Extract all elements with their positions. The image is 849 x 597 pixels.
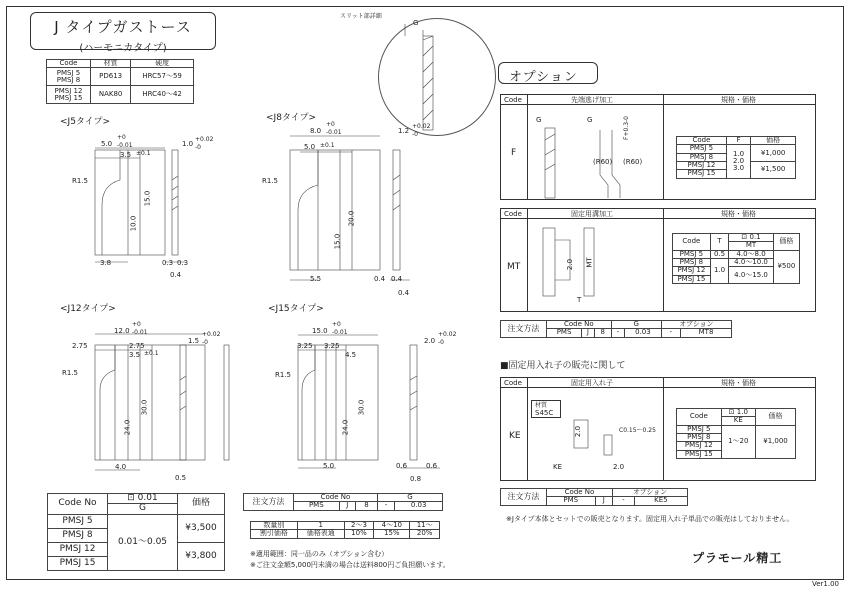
g-range: 0.01～0.05 xyxy=(108,514,178,570)
mt-dim-t: T xyxy=(577,296,582,304)
j8-tol: -0.01 xyxy=(326,129,342,136)
price-code: PMSJ 15 xyxy=(48,556,108,570)
col-tolerance: ⊡ 0.01 xyxy=(108,494,178,504)
material-code: PMSJ 12 PMSJ 15 xyxy=(47,86,91,104)
page-subtitle: (ハーモニカタイプ) xyxy=(79,43,167,54)
j15-dim-total-gap: 0.8 xyxy=(410,475,422,483)
option-mt-table: Code T ⊡ 0.1 価格 MT PMSJ 5 0.5 4.0～8.0 ¥500 PMSJ 8 1.0 4.0～10.0 PMSJ 12 4.0～15.0 PMSJ 15 xyxy=(672,233,800,284)
version-label: Ver1.00 xyxy=(812,580,840,588)
j12-dim-thickness: 1.5 xyxy=(188,337,200,345)
slit-detail-circle xyxy=(378,18,496,136)
title-box xyxy=(30,12,216,54)
order-value: 8 xyxy=(356,502,378,510)
j5-tol: -0.01 xyxy=(117,142,133,149)
j12-dim-width: 12.0 xyxy=(114,327,130,335)
j5-dim-width: 5.0 xyxy=(101,140,113,148)
price-value: ¥3,800 xyxy=(178,542,225,570)
col-code: Code xyxy=(504,96,522,104)
j15-dim-width: 15.0 xyxy=(312,327,328,335)
j15-dim-radius: R1.5 xyxy=(275,371,291,379)
j5-dim-height: 15.0 xyxy=(143,190,152,207)
j15-dim-gap: 0.6 xyxy=(426,462,438,470)
j15-dim-pitch: 4.5 xyxy=(345,351,357,359)
j8-tol: +0.02 xyxy=(412,123,431,130)
order-value: 0.03 xyxy=(395,502,443,510)
ke-section-title: ■固定用入れ子の販売に関して xyxy=(500,361,626,371)
j5-dim-bottom: 3.8 xyxy=(100,259,112,267)
j12-dim-edge: 2.75 xyxy=(129,342,145,350)
j8-dim-bottom: 5.5 xyxy=(310,275,322,283)
col-price: 価格 xyxy=(178,494,225,515)
j8-type-label: <J8タイプ> xyxy=(266,113,317,123)
discount-rate: 10% xyxy=(344,530,374,538)
j5-tol: +0.02 xyxy=(195,136,214,143)
ke-note: ※Jタイプ本体とセットでの販売となります。固定用入れ子単品での販売はしておりません。 xyxy=(506,515,794,523)
j5-tol: ±0.1 xyxy=(136,150,151,157)
j12-tol: -0 xyxy=(202,339,208,346)
j8-dim-slit-depth: 15.0 xyxy=(333,233,342,250)
j5-dim-pitch: 3.5 xyxy=(120,151,132,159)
material-name: PD613 xyxy=(91,68,131,86)
col-material: 材質 xyxy=(91,60,131,68)
j12-dim-radius: R1.5 xyxy=(62,369,78,377)
note-scope: ※適用範囲：同一品のみ（オプション含む） xyxy=(250,550,389,558)
j15-type-label: <J15タイプ> xyxy=(268,304,324,314)
col-groove: 固定用溝加工 xyxy=(571,210,613,218)
option-ke-table: Code ⊡ 1.0 価格 KE PMSJ 5 1～20 ¥1,000 PMSJ 8 PMSJ 12 PMSJ 15 xyxy=(676,408,796,459)
ke-dim: 2.0 xyxy=(574,425,583,438)
order-col-g: G xyxy=(377,494,442,502)
col-code: Code xyxy=(47,60,91,68)
price-code: PMSJ 8 xyxy=(48,528,108,542)
j8-dim-gap: 0.4 xyxy=(391,275,403,283)
hardness-value: HRC40～42 xyxy=(131,86,194,104)
order-value: - xyxy=(377,502,394,510)
col-spec-price: 規格・価格 xyxy=(721,379,756,387)
j12-tol: -0.01 xyxy=(132,329,148,336)
j15-tol: -0 xyxy=(438,339,444,346)
j15-dim-thickness: 2.0 xyxy=(424,337,436,345)
option-order-table: 注文方法 Code No G オプション PMS J 8 - 0.03 - MT8 xyxy=(500,320,732,338)
j12-tol: +0 xyxy=(132,321,141,328)
col-spec-price: 規格・価格 xyxy=(721,96,756,104)
discount-qty: 1 xyxy=(297,522,344,530)
j15-dim-height: 30.0 xyxy=(357,399,366,416)
j5-type-label: <J5タイプ> xyxy=(60,117,111,127)
ke-material-box: 材質 S45C xyxy=(531,400,561,418)
order-label: 注文方法 xyxy=(244,494,294,511)
discount-table xyxy=(250,521,440,539)
j8-dim-gap: 0.4 xyxy=(374,275,386,283)
col-spec-price: 規格・価格 xyxy=(721,210,756,218)
mt-dim: 2.0 xyxy=(566,258,575,271)
j15-dim-edge: 3.25 xyxy=(324,342,340,350)
j5-dim-thickness: 1.0 xyxy=(182,140,194,148)
j8-tol: -0 xyxy=(412,131,418,138)
f-g-label: G xyxy=(587,116,593,124)
j5-dim-total-gap: 0.4 xyxy=(170,271,182,279)
j12-dim-pitch: 3.5 xyxy=(129,351,141,359)
f-radius: (R60) xyxy=(623,158,643,166)
col-code: Code xyxy=(504,210,522,218)
f-dim: F+0.3-0 xyxy=(623,115,631,141)
ke-chamfer: C0.15～0.25 xyxy=(619,427,656,434)
option-f-table: Code F 価格 PMSJ 5 1.0 2.0 3.0 ¥1,000 PMSJ 8 PMSJ 12 ¥1,500 PMSJ 15 xyxy=(676,136,796,179)
j15-dim-gap: 0.6 xyxy=(396,462,408,470)
slit-detail-label: スリット部詳細 xyxy=(340,13,382,20)
j5-dim-slit-depth: 10.0 xyxy=(129,215,138,232)
j8-dim-height: 20.0 xyxy=(347,210,356,227)
f-g-label: G xyxy=(536,116,542,124)
discount-rate: 15% xyxy=(374,530,410,538)
order-value: PMS xyxy=(294,502,340,510)
j12-tol: ±0.1 xyxy=(144,350,159,357)
col-g: G xyxy=(108,504,178,514)
discount-rate: 20% xyxy=(410,530,440,538)
j8-tol: ±0.1 xyxy=(320,142,335,149)
material-table xyxy=(46,59,194,104)
f-radius: (R60) xyxy=(593,158,613,166)
j12-dim-height: 30.0 xyxy=(140,399,149,416)
option-code-f: F xyxy=(511,148,517,158)
j15-dim-slit-depth: 24.0 xyxy=(341,419,350,436)
j15-tol: +0.02 xyxy=(438,331,457,338)
j12-dim-slit-depth: 24.0 xyxy=(123,419,132,436)
ke-order-table: 注文方法 Code No オプション PMS J - KE5 xyxy=(500,488,688,506)
col-tip-relief: 先端逃げ加工 xyxy=(571,96,613,104)
slit-g-label: G xyxy=(413,19,419,27)
order-col-code: Code No xyxy=(294,494,378,502)
j15-dim-bottom: 5.0 xyxy=(323,462,335,470)
col-code-no: Code No xyxy=(48,494,108,515)
j8-dim-width: 8.0 xyxy=(310,127,322,135)
j15-dim-edge: 3.25 xyxy=(297,342,313,350)
discount-qty: 11～ xyxy=(410,522,440,530)
j8-dim-radius: R1.5 xyxy=(262,177,278,185)
price-table xyxy=(47,493,225,571)
options-title: オプション xyxy=(498,62,598,84)
price-code: PMSJ 12 xyxy=(48,542,108,556)
discount-label: 数量別 xyxy=(251,522,298,530)
material-code: PMSJ 5 PMSJ 8 xyxy=(47,68,91,86)
j12-type-label: <J12タイプ> xyxy=(60,304,116,314)
col-code: Code xyxy=(504,379,522,387)
j8-tol: +0 xyxy=(326,121,335,128)
j5-tol: -0 xyxy=(195,144,201,151)
j5-dim-radius: R1.5 xyxy=(72,177,88,185)
material-name: NAK80 xyxy=(91,86,131,104)
j8-dim-thickness: 1.2 xyxy=(398,127,410,135)
ke-dim-ke: KE xyxy=(553,463,563,471)
discount-label: 割引価格 xyxy=(251,530,298,538)
option-code-ke: KE xyxy=(509,431,521,441)
price-code: PMSJ 5 xyxy=(48,514,108,528)
j8-dim-pitch: 5.0 xyxy=(304,143,316,151)
j8-dim-total-gap: 0.4 xyxy=(398,289,410,297)
j5-dim-gap: 0.3 xyxy=(177,259,189,267)
hardness-value: HRC57～59 xyxy=(131,68,194,86)
note-shipping: ※ご注文金額5,000円未満の場合は送料800円ご負担願います。 xyxy=(250,561,450,569)
j12-dim-bottom: 4.0 xyxy=(115,463,127,471)
mt-dim: MT xyxy=(585,257,594,268)
price-value: ¥3,500 xyxy=(178,514,225,542)
j12-dim-gap: 0.5 xyxy=(175,474,187,482)
j12-tol: +0.02 xyxy=(202,331,221,338)
discount-qty: 2～3 xyxy=(344,522,374,530)
discount-qty: 4～10 xyxy=(374,522,410,530)
col-insert: 固定用入れ子 xyxy=(571,379,613,387)
j15-tol: +0 xyxy=(332,321,341,328)
page-title: J タイプガストース xyxy=(54,18,192,36)
discount-rate: 価格表通 xyxy=(297,530,344,538)
col-hardness: 硬度 xyxy=(131,60,194,68)
j12-dim-edge: 2.75 xyxy=(72,342,88,350)
order-method-table xyxy=(243,493,443,511)
j5-dim-gap: 0.3 xyxy=(162,259,174,267)
option-code-mt: MT xyxy=(507,262,521,272)
ke-dim: 2.0 xyxy=(613,463,625,471)
j5-tol: +0 xyxy=(117,134,126,141)
company-logo: プラモール精工 xyxy=(692,551,783,565)
order-value: J xyxy=(339,502,355,510)
j15-tol: -0.01 xyxy=(332,329,348,336)
